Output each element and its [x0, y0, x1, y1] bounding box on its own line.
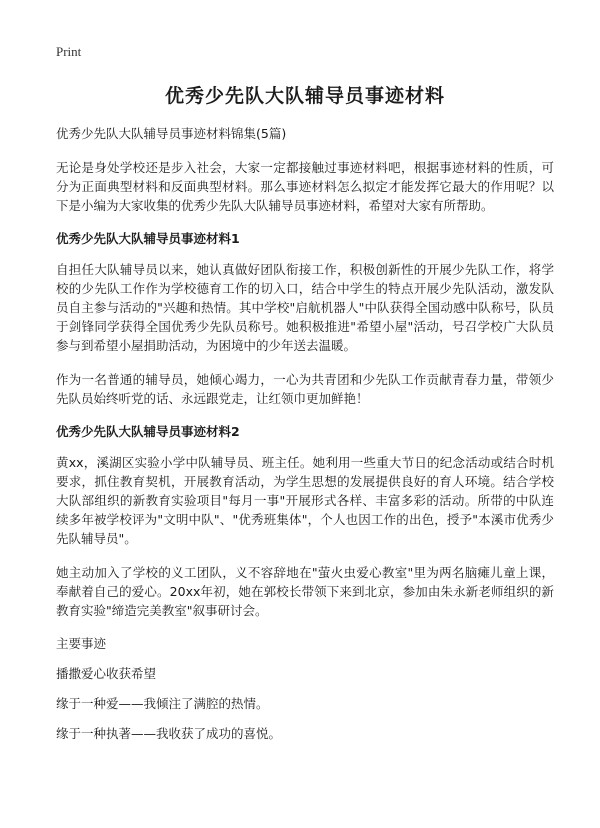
- section-1-paragraph-2: 作为一名普通的辅导员，她倾心竭力，一心为共青团和少先队工作贡献青春力量，带领少先队员始终听党的话、永远跟党走，让红领巾更加鲜艳！: [56, 372, 554, 406]
- intro-paragraph: 无论是身处学校还是步入社会，大家一定都接触过事迹材料吧，根据事迹材料的性质，可分为正面典型材料和反面典型材料。那么事迹材料怎么拟定才能发挥它最大的作用呢？以下是小编为大家收集的优秀少先队大队辅导员事迹材料，希望对大家有所帮助。: [56, 160, 554, 213]
- document-subtitle: 优秀少先队大队辅导员事迹材料锦集(5篇): [56, 126, 287, 141]
- section-1-paragraph-1: 自担任大队辅导员以来，她认真做好团队衔接工作，积极创新性的开展少先队工作，将学校的少先队工作作为学校德育工作的切入口，结合中学生的特点开展少先队活动，激发队员自主参与活动的"兴趣和热情。其中学校"启航机器人"中队获得全国动感中队称号，队员于剑锋同学获得全国优秀少先队员称号。她积极推进"希望小屋"活动，号召学校广大队员参与到希望小屋捐助活动，为困境中的少年送去温暖。: [56, 262, 554, 353]
- section-2-paragraph-2: 她主动加入了学校的义工团队，义不容辞地在"萤火虫爱心教室"里为两名脑瘫儿童上课，奉献着自己的爱心。20xx年初，她在郭校长带领下来到北京，参加由朱永新老师组织的新教育实验"缔造完美教室"叙事研讨会。: [56, 565, 554, 618]
- deed-item-1: 播撒爱心收获希望: [56, 666, 157, 681]
- main-deeds-label: 主要事迹: [56, 636, 107, 651]
- deed-item-3: 缘于一种执著——我收获了成功的喜悦。: [56, 726, 282, 741]
- document-title: 优秀少先队大队辅导员事迹材料: [164, 85, 445, 107]
- section-2-paragraph-1: 黄xx，溪湖区实验小学中队辅导员、班主任。她利用一些重大节日的纪念活动或结合时机要求，抓住教育契机，开展教育活动，为学生思想的发展提供良好的育人环境。结合学校大队部组织的新教育实验项目"每月一事"开展形式各样、丰富多彩的活动。所带的中队连续多年被学校评为"文明中队"、"优秀班集体"，个人也因工作的出色，授予"本溪市优秀少先队辅导员"。: [56, 455, 554, 546]
- print-link[interactable]: Print: [56, 44, 82, 59]
- section-2-heading: 优秀少先队大队辅导员事迹材料2: [56, 424, 240, 439]
- deed-item-2: 缘于一种爱——我倾注了满腔的热情。: [56, 696, 269, 711]
- section-1-heading: 优秀少先队大队辅导员事迹材料1: [56, 231, 240, 246]
